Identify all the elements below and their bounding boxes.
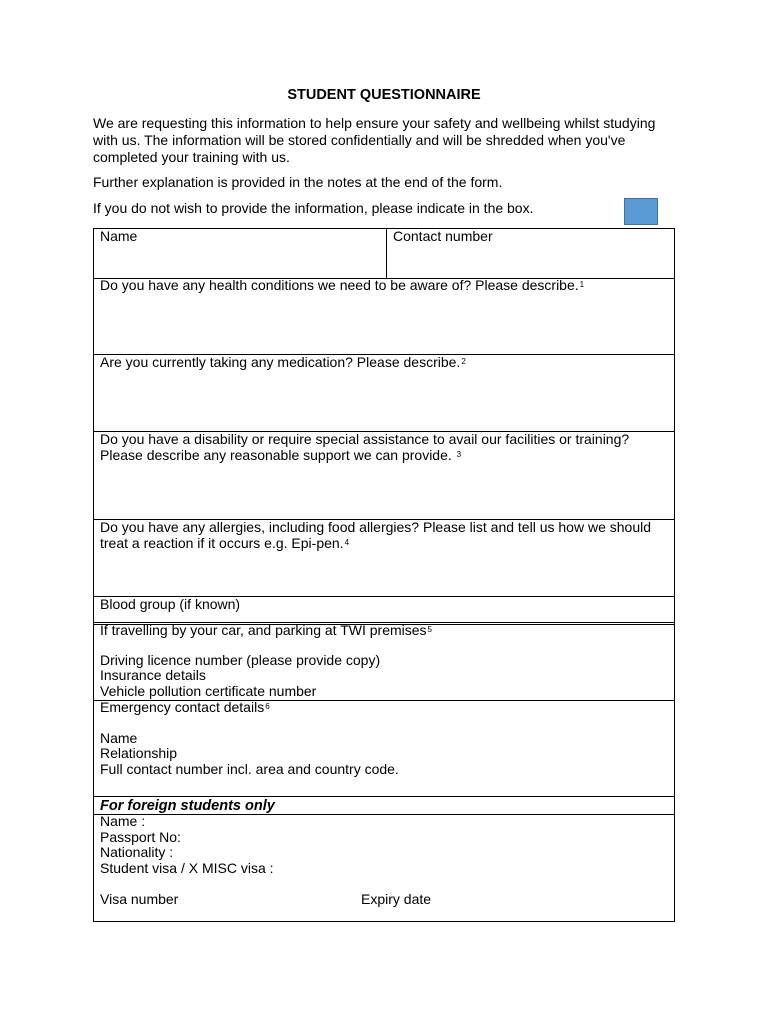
blood-group-field[interactable]	[94, 597, 674, 622]
further-explanation: Further explanation is provided in the notes at the end of the form.	[93, 174, 503, 190]
allergies-question-line1: Do you have any allergies, including food allergies? Please list and tell us how we should	[100, 519, 651, 535]
footnote-ref: 3	[456, 449, 462, 459]
foreign-students-field[interactable]	[94, 814, 674, 921]
blood-group-label: Blood group (if known)	[100, 596, 241, 612]
allergies-field[interactable]	[94, 520, 674, 596]
disability-question-line1: Do you have a disability or require special assistance to avail our facilities or training?	[100, 431, 630, 447]
disability-question-line2: Please describe any reasonable support we can provide.	[100, 446, 452, 463]
optout-checkbox[interactable]	[624, 198, 658, 225]
emergency-contact-field[interactable]	[94, 700, 674, 796]
nationality-label: Nationality :	[100, 844, 174, 860]
emergency-relationship-label: Relationship	[100, 745, 178, 761]
contact-number-label: Contact number	[393, 228, 493, 244]
page-title: STUDENT QUESTIONNAIRE	[287, 87, 481, 103]
foreign-name-label: Name :	[100, 813, 146, 829]
foreign-students-heading: For foreign students only	[100, 798, 275, 814]
allergies-question-line2: treat a reaction if it occurs e.g. Epi-pen.	[100, 534, 344, 551]
expiry-date-label: Expiry date	[361, 891, 432, 907]
emergency-name-label: Name	[100, 729, 138, 746]
footnote-ref: 5	[427, 625, 432, 634]
emergency-contact-heading: Emergency contact details	[100, 699, 265, 715]
footnote-ref: 4	[344, 537, 350, 547]
health-conditions-question: Do you have any health conditions we need to be aware of? Please describe.	[100, 277, 579, 293]
disability-field[interactable]	[94, 432, 674, 518]
name-field[interactable]	[94, 229, 387, 278]
medication-field[interactable]	[94, 355, 674, 431]
car-parking-field[interactable]	[94, 623, 674, 700]
name-label: Name	[100, 228, 138, 244]
foreign-students-header	[94, 796, 674, 814]
contact-number-field[interactable]	[387, 229, 674, 278]
footnote-ref: 6	[265, 702, 270, 711]
optout-instruction: If you do not wish to provide the information, please indicate in the box.	[93, 200, 534, 216]
footnote-ref: 2	[461, 357, 466, 366]
footnote-ref: 1	[579, 280, 585, 289]
intro-paragraph: We are requesting this information to help ensure your safety and wellbeing whilst studying with us. The information will be stored confidentially and will be shredded when you've completed your training with us.	[93, 115, 656, 165]
medication-question: Are you currently taking any medication? Please describe.	[100, 354, 461, 370]
insurance-label: Insurance details	[100, 667, 206, 683]
pollution-certificate-label: Vehicle pollution certificate number	[100, 682, 317, 699]
car-parking-heading: If travelling by your car, and parking at TWI premises	[100, 622, 427, 638]
visa-number-label: Visa number	[100, 891, 179, 907]
driving-licence-label: Driving licence number (please provide copy)	[100, 651, 381, 668]
student-visa-label: Student visa / X MISC visa :	[100, 859, 274, 876]
questionnaire-form	[93, 228, 675, 922]
passport-label: Passport No:	[100, 828, 181, 845]
health-conditions-field[interactable]	[94, 278, 674, 354]
emergency-full-number-label: Full contact number incl. area and country code.	[100, 760, 399, 777]
